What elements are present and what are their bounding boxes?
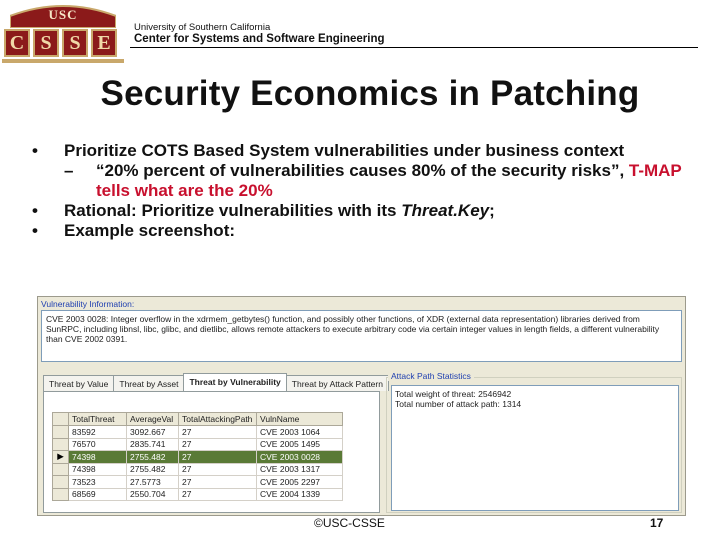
bullet-text: Rational: Prioritize vulnerabilities with its: [64, 201, 402, 220]
bullet-item: [30, 221, 710, 241]
row-indicator[interactable]: [53, 426, 69, 439]
logo-letter: S: [33, 29, 59, 57]
footer-copyright: ©USC-CSSE: [314, 516, 385, 530]
bullet-dot: •: [32, 201, 38, 220]
dash-marker: –: [64, 161, 74, 180]
sub-bullet-item: [30, 161, 710, 201]
university-name: University of Southern California: [134, 22, 271, 33]
column-header[interactable]: TotalAttackingPath: [179, 413, 257, 426]
example-screenshot: [37, 296, 686, 516]
table-cell[interactable]: 74398: [69, 451, 127, 464]
row-indicator[interactable]: ▶: [53, 451, 69, 464]
logo-tiles: [4, 29, 117, 57]
table-cell[interactable]: 3092.667: [127, 426, 179, 439]
table-cell[interactable]: 74398: [69, 463, 127, 476]
table-cell[interactable]: 2550.704: [127, 488, 179, 501]
bullet-dot: •: [32, 221, 38, 240]
slide-title: Security Economics in Patching: [100, 74, 640, 113]
tab-threat-by-value[interactable]: Threat by Value: [43, 375, 114, 391]
bullet-text: Example screenshot:: [64, 221, 236, 240]
logo-usc-text: USC: [48, 7, 78, 22]
header-divider: [130, 47, 698, 48]
table-cell[interactable]: 27: [179, 451, 257, 464]
table-cell[interactable]: CVE 2003 1317: [257, 463, 343, 476]
threat-grid-panel: [43, 391, 380, 513]
sub-bullet-text: “20% percent of vulnerabilities causes 80% of the security risks”,: [96, 161, 629, 180]
table-cell[interactable]: CVE 2005 2297: [257, 476, 343, 489]
stats-line: Total weight of threat: 2546942: [395, 389, 512, 399]
row-indicator[interactable]: [53, 463, 69, 476]
bullet-tail: ;: [489, 201, 495, 220]
table-cell[interactable]: 27: [179, 463, 257, 476]
center-name: Center for Systems and Software Engineering: [134, 33, 385, 45]
table-row[interactable]: [53, 451, 343, 464]
table-cell[interactable]: 27: [179, 476, 257, 489]
vulnerability-info-textbox[interactable]: CVE 2003 0028: Integer overflow in the xdrmem_getbytes() function, and possibly other functions, of XDR (external data representation) libraries derived from SunRPC, including libnsl, libc, glibc, and dietlibc, allows remote attackers to execute arbitrary code via certain integer values in length fields, a different vulnerability than CVE 2002 0391.: [41, 310, 682, 362]
bullet-item: [30, 201, 710, 221]
table-cell[interactable]: CVE 2003 0028: [257, 451, 343, 464]
usc-csse-logo: [2, 2, 124, 66]
logo-letter: E: [91, 29, 117, 57]
table-cell[interactable]: 2755.482: [127, 463, 179, 476]
attack-path-stats-label: Attack Path Statistics: [388, 371, 474, 381]
bullet-list: [30, 141, 710, 241]
bullet-italic-term: Threat.Key: [401, 201, 490, 220]
sub-bullet-highlight: T-MAP tells what are the 20%: [96, 161, 682, 200]
vulnerability-info-label: Vulnerability Information:: [41, 299, 135, 309]
bullet-text: Prioritize COTS Based System vulnerabilities under business context: [64, 141, 625, 160]
table-cell[interactable]: 2755.482: [127, 451, 179, 464]
threat-table: [52, 412, 343, 501]
column-header[interactable]: AverageVal: [127, 413, 179, 426]
row-indicator[interactable]: [53, 438, 69, 451]
row-header-corner: [53, 413, 69, 426]
table-cell[interactable]: 27: [179, 426, 257, 439]
table-cell[interactable]: 2835.741: [127, 438, 179, 451]
table-cell[interactable]: CVE 2005 1495: [257, 438, 343, 451]
row-indicator[interactable]: [53, 476, 69, 489]
tab-threat-by-vulnerability[interactable]: Threat by Vulnerability: [183, 373, 286, 391]
page-number: 17: [650, 516, 664, 530]
table-cell[interactable]: 76570: [69, 438, 127, 451]
logo-base: [2, 59, 124, 63]
table-cell[interactable]: 27: [179, 438, 257, 451]
attack-path-stats-textbox[interactable]: [391, 385, 679, 511]
table-cell[interactable]: CVE 2004 1339: [257, 488, 343, 501]
logo-letter: C: [4, 29, 30, 57]
table-row[interactable]: [53, 426, 343, 439]
table-row[interactable]: [53, 488, 343, 501]
table-row[interactable]: [53, 438, 343, 451]
stats-line: Total number of attack path: 1314: [395, 399, 522, 409]
table-cell[interactable]: 27: [179, 488, 257, 501]
table-row[interactable]: [53, 463, 343, 476]
table-cell[interactable]: 27.5773: [127, 476, 179, 489]
tab-threat-by-attack-pattern[interactable]: Threat by Attack Pattern: [286, 375, 389, 391]
table-row[interactable]: [53, 476, 343, 489]
table-cell[interactable]: CVE 2003 1064: [257, 426, 343, 439]
tab-threat-by-asset[interactable]: Threat by Asset: [113, 375, 184, 391]
table-cell[interactable]: 73523: [69, 476, 127, 489]
column-header[interactable]: TotalThreat: [69, 413, 127, 426]
table-cell[interactable]: 68569: [69, 488, 127, 501]
column-header[interactable]: VulnName: [257, 413, 343, 426]
table-cell[interactable]: 83592: [69, 426, 127, 439]
logo-letter: S: [62, 29, 88, 57]
threat-tabs: [43, 375, 388, 391]
bullet-dot: •: [32, 141, 38, 160]
org-header: [134, 22, 385, 46]
bullet-item: [30, 141, 710, 161]
row-indicator[interactable]: [53, 488, 69, 501]
